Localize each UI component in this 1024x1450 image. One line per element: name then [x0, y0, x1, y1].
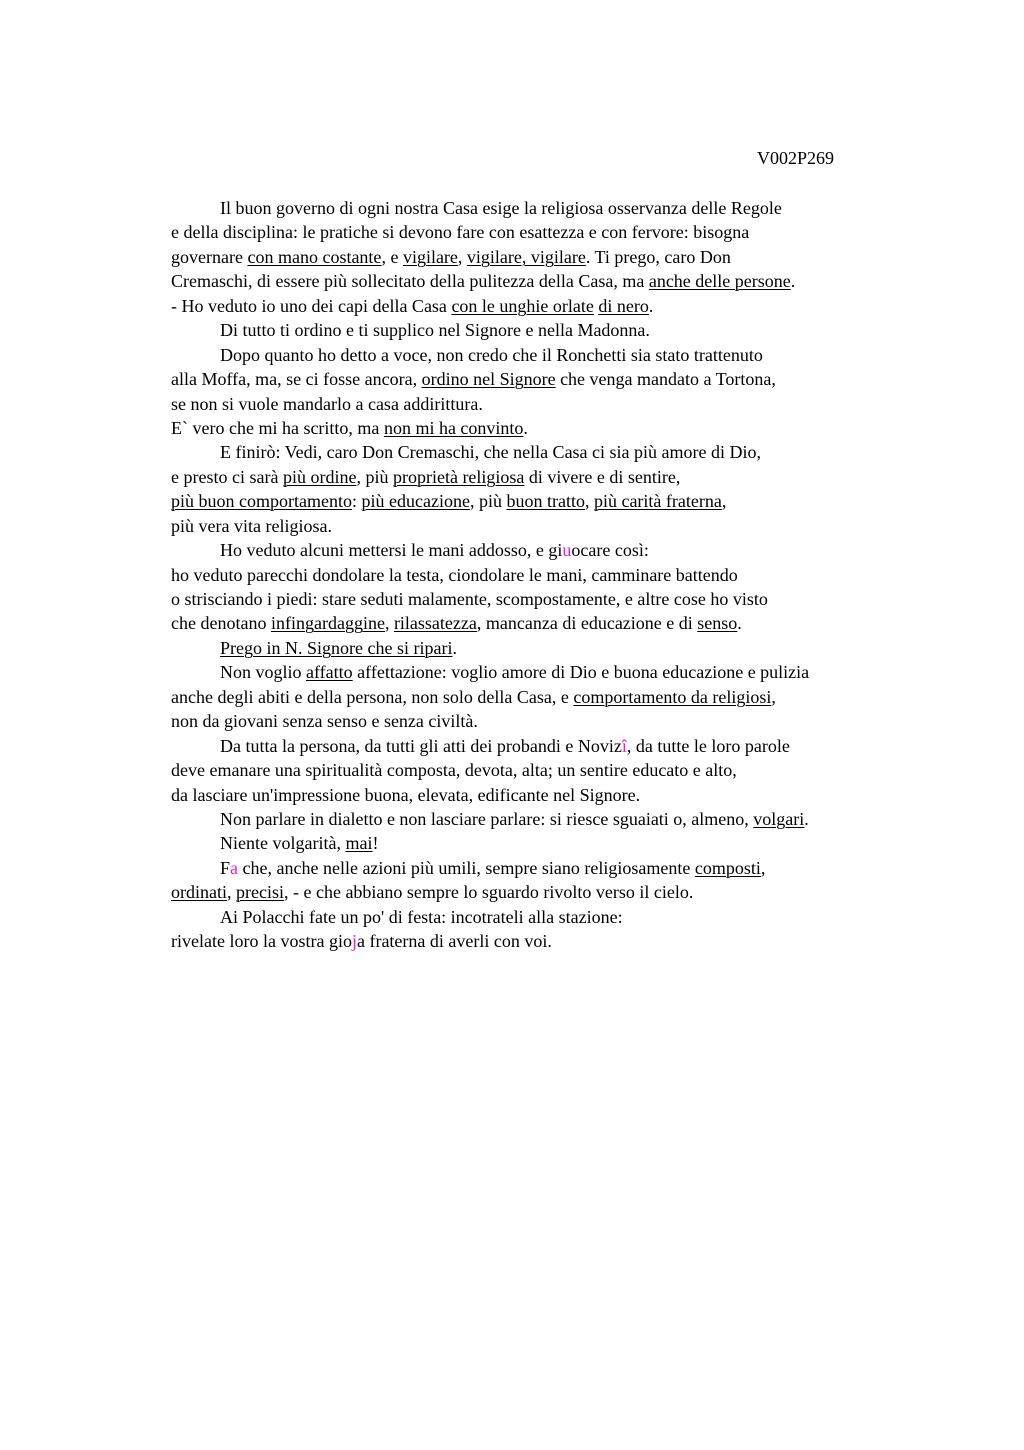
text-line: [171, 611, 911, 635]
underlined-text: composti: [694, 857, 761, 878]
text-run: Dopo quanto ho detto a voce, non credo che il Ronchetti sia stato trattenuto: [220, 344, 763, 365]
underlined-text: più carità fraterna: [593, 491, 722, 512]
underlined-text: mai: [345, 833, 373, 854]
text-line: [171, 709, 911, 733]
text-line: [171, 489, 911, 513]
underlined-text: comportamento da religiosi: [573, 686, 772, 707]
underlined-text: senso: [697, 613, 738, 634]
text-line: [171, 392, 911, 416]
text-line: [171, 514, 911, 538]
text-run: Non voglio: [220, 662, 307, 683]
text-run: ,: [721, 491, 727, 512]
text-run: ,: [227, 882, 236, 903]
underlined-text: Prego in N. Signore che si ripari: [220, 637, 453, 658]
text-line: [171, 269, 911, 293]
text-run: .: [452, 637, 457, 658]
underlined-text: proprietà religiosa: [392, 466, 525, 487]
underlined-text: con mano costante: [247, 246, 382, 267]
highlighted-correction: u: [562, 540, 572, 561]
text-run: Cremaschi, di essere più sollecitato della pulitezza della Casa, ma: [171, 271, 649, 292]
text-run: ,: [384, 613, 394, 634]
text-run: Ho veduto alcuni mettersi le mani addosso, e gi: [220, 540, 563, 561]
paragraph-first-line: [171, 734, 911, 758]
text-run: Il buon governo di ogni nostra Casa esige la religiosa osservanza delle Regole: [220, 198, 782, 218]
text-run: , più: [469, 491, 507, 512]
underlined-text: precisi: [236, 882, 284, 903]
text-line: [171, 465, 911, 489]
text-run: anche degli abiti e della persona, non solo della Casa, e: [171, 686, 574, 707]
text-run: governare: [171, 246, 248, 267]
underlined-text: più educazione: [361, 491, 470, 512]
underlined-text: non mi ha convinto: [383, 417, 524, 438]
text-run: ocare così:: [571, 540, 649, 561]
text-run: o strisciando i piedi: stare seduti malamente, scompostamente, e altre cose ho visto: [171, 589, 768, 609]
text-run: , mancanza di educazione e di: [476, 613, 698, 634]
paragraph-first-line: [171, 660, 911, 684]
text-run: ,: [457, 246, 467, 267]
text-run: che venga mandato a Tortona,: [555, 369, 776, 390]
text-run: Da tutta la persona, da tutti gli atti dei probandi e Noviz: [220, 735, 622, 756]
text-run: che denotano: [171, 613, 271, 634]
text-run: Niente volgarità,: [220, 833, 346, 854]
text-run: Non parlare in dialetto e non lasciare parlare: si riesce sguaiati o, almeno,: [220, 808, 754, 829]
text-run: alla Moffa, ma, se ci fosse ancora,: [171, 369, 422, 390]
underlined-text: affatto: [306, 662, 353, 683]
paragraph-first-line: [171, 440, 911, 464]
text-run: . Ti prego, caro Don: [585, 246, 731, 267]
text-run: se non si vuole mandarlo a casa addirittura.: [171, 393, 483, 414]
paragraph-first-line: [171, 636, 911, 660]
text-line: [171, 245, 911, 269]
letter-body: [171, 196, 911, 954]
text-run: , e: [381, 246, 403, 267]
text-line: [171, 416, 911, 440]
text-line: [171, 758, 911, 782]
text-line: [171, 929, 911, 953]
text-line: [171, 587, 911, 611]
text-run: più vera vita religiosa.: [171, 515, 332, 536]
underlined-text: più buon comportamento: [171, 491, 352, 512]
paragraph-first-line: [171, 807, 911, 831]
text-run: rivelate loro la vostra gio: [171, 931, 352, 952]
text-run: .: [737, 613, 742, 634]
paragraph-first-line: [171, 196, 911, 220]
paragraph-first-line: [171, 831, 911, 855]
text-run: di vivere e di sentire,: [524, 466, 681, 487]
underlined-text: di nero: [598, 295, 649, 316]
text-run: Ai Polacchi fate un po' di festa: incotrateli alla stazione:: [220, 906, 623, 927]
underlined-text: volgari: [753, 808, 805, 829]
text-run: E` vero che mi ha scritto, ma: [171, 417, 384, 438]
text-run: , - e che abbiano sempre lo sguardo rivolto verso il cielo.: [283, 882, 694, 903]
underlined-text: ordino nel Signore: [421, 369, 556, 390]
paragraph-first-line: [171, 343, 911, 367]
paragraph-first-line: [171, 538, 911, 562]
text-run: affettazione: voglio amore di Dio e buona educazione e pulizia: [352, 662, 810, 683]
underlined-text: con le unghie orlate: [451, 295, 594, 316]
text-run: ,: [584, 491, 594, 512]
underlined-text: buon tratto: [506, 491, 585, 512]
underlined-text: vigilare: [402, 246, 458, 267]
text-run: - Ho veduto io uno dei capi della Casa: [171, 295, 452, 316]
paragraph-first-line: [171, 318, 911, 342]
text-line: [171, 783, 911, 807]
underlined-text: infingardaggine: [270, 613, 385, 634]
text-run: Di tutto ti ordino e ti supplico nel Signore e nella Madonna.: [220, 320, 650, 341]
text-run: a fraterna di averli con voi.: [356, 931, 552, 952]
text-run: E finirò: Vedi, caro Don Cremaschi, che nella Casa ci sia più amore di Dio,: [220, 442, 762, 463]
highlighted-correction: j: [351, 931, 357, 952]
text-run: :: [351, 491, 362, 512]
underlined-text: ordinati: [171, 882, 227, 903]
underlined-text: rilassatezza: [393, 613, 477, 634]
text-run: ,: [771, 686, 776, 707]
page-identifier: V002P269: [757, 148, 835, 168]
text-line: [171, 880, 911, 904]
underlined-text: vigilare, vigilare: [466, 246, 586, 267]
text-run: ho veduto parecchi dondolare la testa, ciondolare le mani, camminare battendo: [171, 564, 738, 585]
text-run: .: [648, 295, 654, 316]
underlined-text: anche delle persone: [648, 271, 791, 292]
text-line: [171, 367, 911, 391]
text-run: .: [523, 417, 528, 438]
text-run: non da giovani senza senso e senza civiltà.: [171, 711, 478, 732]
underlined-text: più ordine: [282, 466, 357, 487]
text-run: che, anche nelle azioni più umili, sempre siano religiosamente: [238, 857, 695, 878]
text-line: [171, 220, 911, 244]
text-run: .: [804, 808, 809, 829]
text-run: ,: [760, 857, 766, 878]
text-line: [171, 685, 911, 709]
text-run: e della disciplina: le pratiche si devono fare con esattezza e con fervore: bisogna: [171, 222, 750, 243]
text-line: [171, 294, 911, 318]
text-run: , più: [356, 466, 393, 487]
highlighted-correction: a: [230, 857, 239, 878]
text-run: da lasciare un'impressione buona, elevata, edificante nel Signore.: [171, 784, 641, 805]
highlighted-correction: î: [621, 735, 627, 756]
text-run: deve emanare una spiritualità composta, devota, alta; un sentire educato e alto,: [171, 760, 737, 781]
text-run: e presto ci sarà: [171, 466, 283, 487]
text-run: , da tutte le loro parole: [626, 735, 790, 756]
paragraph-first-line: [171, 856, 911, 880]
text-run: F: [220, 857, 231, 878]
text-run: !: [372, 833, 379, 854]
text-line: [171, 563, 911, 587]
text-run: .: [790, 271, 796, 292]
paragraph-first-line: [171, 905, 911, 929]
